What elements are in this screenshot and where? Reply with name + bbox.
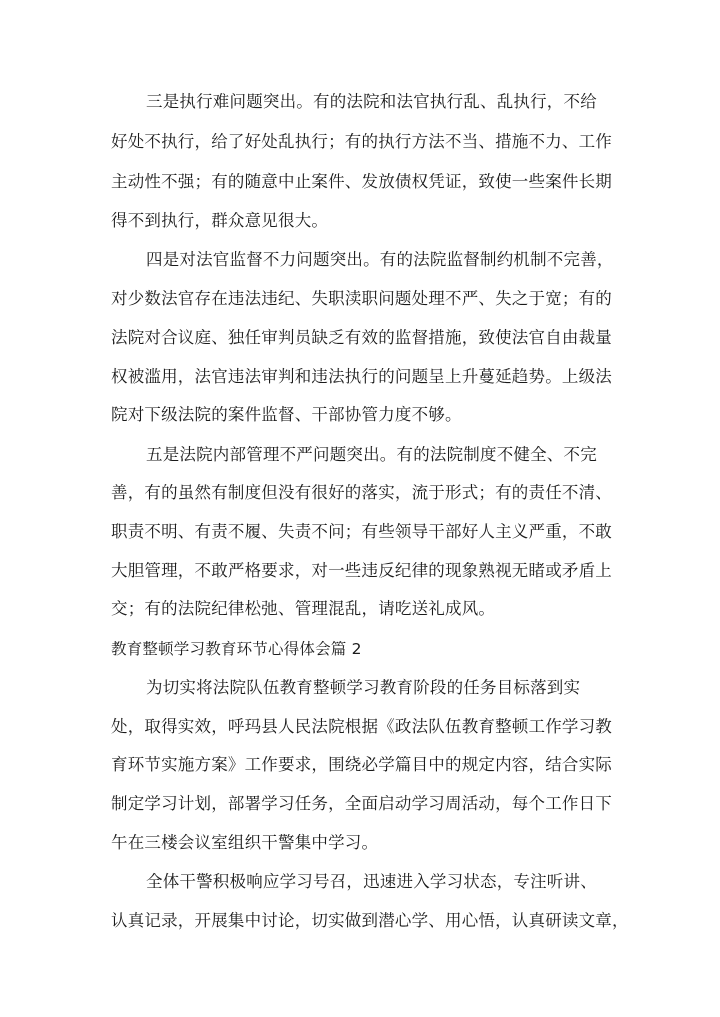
text-line: 育环节实施方案》工作要求，围绕必学篇目中的规定内容，结合实际 (111, 755, 612, 774)
text-line: 四是对法官监督不力问题突出。有的法院监督制约机制不完善， (146, 250, 614, 269)
text-line: 主动性不强；有的随意中止案件、发放债权凭证，致使一些案件长期 (111, 172, 612, 191)
section-heading: 教育整顿学习教育环节心得体会篇 2 (111, 640, 362, 658)
text-line: 得不到执行，群众意见很大。 (111, 211, 329, 230)
text-line: 全体干警积极响应学习号召，迅速进入学习状态，专注听讲、 (146, 872, 597, 891)
text-line: 好处不执行，给了好处乱执行；有的执行方法不当、措施不力、工作 (111, 132, 612, 151)
text-line: 制定学习计划，部署学习任务，全面启动学习周活动，每个工作日下 (111, 794, 612, 813)
text-line: 善，有的虽然有制度但没有很好的落实，流于形式；有的责任不清、 (111, 483, 612, 502)
text-line: 对少数法官存在违法违纪、失职渎职问题处理不严、失之于宽；有的 (111, 289, 612, 308)
text-line: 职责不明、有责不履、失责不问；有些领导干部好人主义严重，不敢 (111, 522, 612, 541)
text-line: 院对下级法院的案件监督、干部协管力度不够。 (111, 405, 462, 424)
text-line: 大胆管理，不敢严格要求，对一些违反纪律的现象熟视无睹或矛盾上 (111, 561, 612, 580)
text-line: 三是执行难问题突出。有的法院和法官执行乱、乱执行，不给 (146, 92, 597, 111)
text-line: 为切实将法院队伍教育整顿学习教育阶段的任务目标落到实 (146, 678, 581, 697)
text-line: 五是法院内部管理不严问题突出。有的法院制度不健全、不完 (146, 445, 597, 464)
text-line: 法院对合议庭、独任审判员缺乏有效的监督措施，致使法官自由裁量 (111, 328, 612, 347)
text-line: 处，取得实效，呼玛县人民法院根据《政法队伍教育整顿工作学习教 (111, 717, 612, 736)
text-line: 认真记录，开展集中讨论，切实做到潜心学、用心悟，认真研读文章， (111, 911, 629, 930)
text-line: 权被滥用，法官违法审判和违法执行的问题呈上升蔓延趋势。上级法 (111, 367, 612, 386)
text-line: 午在三楼会议室组织干警集中学习。 (111, 833, 379, 852)
text-line: 交；有的法院纪律松弛、管理混乱，请吃送礼成风。 (111, 599, 496, 618)
